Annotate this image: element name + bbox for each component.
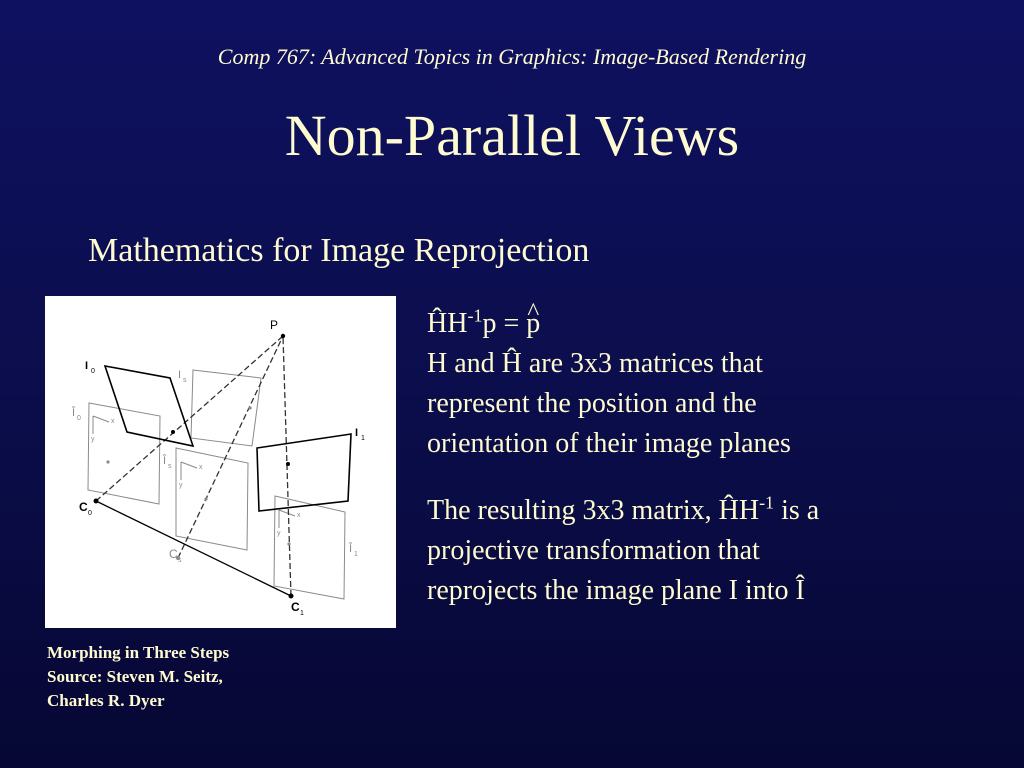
svg-text:x: x [199,464,203,471]
caption-line: Source: Steven M. Seitz, [47,667,223,686]
body-text [427,304,987,611]
point-p [281,334,285,338]
axis-labels [91,418,301,537]
text-line: H and Ĥ are 3x3 matrices that [427,348,763,379]
plane-ihat1 [274,496,345,599]
plane-ihats [176,448,248,550]
caption-line: Morphing in Three Steps [47,643,230,662]
course-header: Comp 767: Advanced Topics in Graphics: Image-Based Rendering [217,44,807,69]
point-on-i1 [286,462,290,466]
dark-planes [105,366,351,511]
label-p: P [270,318,279,332]
text-line: represent the position and the [427,388,757,419]
label-i0: I [85,360,89,372]
paragraph-1 [427,304,987,464]
label-is: I [178,369,182,381]
svg-text:1: 1 [354,551,358,558]
svg-text:0: 0 [77,415,81,422]
paragraph-2: The resulting 3x3 matrix, $ĤH^{-1}$ is a projective transformation that reprojects the image plane I into Î [427,492,820,606]
slide-subtitle: Mathematics for Image Reprojection [88,232,590,269]
text-line: orientation of their image planes [427,428,791,459]
svg-text:y: y [179,482,183,489]
svg-text:y: y [91,436,95,443]
svg-text:x: x [297,512,301,519]
label-ihats: Î [163,455,167,467]
gray-planes [88,370,345,599]
label-i1: I [355,427,359,439]
camera-baseline [96,501,291,596]
svg-text:s: s [178,557,182,564]
label-ihat0: Î [72,407,76,419]
point-c1 [289,594,294,599]
svg-text:1: 1 [361,435,365,442]
text-line: projective transformation that [427,535,760,566]
p-hat: ^ p [526,304,540,344]
figure-caption [47,641,307,713]
label-c0: C [79,500,88,514]
text-line: reprojects the image plane I into Î [427,575,805,606]
slide-title: Non-Parallel Views [284,103,740,168]
point-c0 [94,499,99,504]
svg-text:y: y [277,530,281,537]
svg-text:s: s [168,463,172,470]
axis-arrows [93,416,295,528]
svg-text:0: 0 [91,368,95,375]
diagram-svg [45,296,396,628]
svg-text:s: s [183,377,187,384]
caption-line: Charles R. Dyer [47,691,165,710]
reprojection-diagram [45,296,396,628]
label-c1: C [291,600,300,614]
projection-lines [96,336,291,596]
equation: $ĤH^{-1}p$ = ^ p [427,308,540,339]
svg-text:0: 0 [88,510,92,517]
points [94,334,294,599]
label-ihat1: Î [349,543,353,555]
svg-text:1: 1 [300,610,304,617]
svg-text:x: x [111,418,115,425]
plane-i1 [257,434,351,511]
point-on-i0 [171,430,175,434]
label-cs: C [169,547,178,561]
